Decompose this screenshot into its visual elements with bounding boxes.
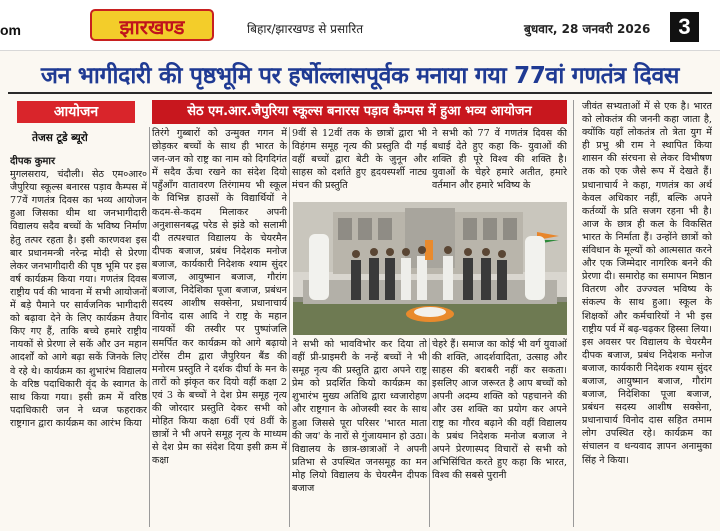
column-4-top-text: ने सभी को 77 वें गणतंत्र दिवस की बधाई देते हुए कहा कि- युवाओं की शक्ति ही पूरे विश्व की शक्ति है। युवाओं के चेहरे हमारे अतीत, हमारे वर्तमान और हमारे भविष्य के bbox=[432, 128, 567, 192]
headline-divider bbox=[8, 92, 712, 94]
event-photo-illustration bbox=[293, 202, 567, 335]
column-4-bottom-text: चेहरे हैं। समाज का कोई भी वर्ग युवाओं की शक्ति, आदर्शवादिता, उत्साह और साहस की बराबरी नहीं कर सकता। इसलिए आज जरूरत है आप बच्चों को अपनी अदम्य शक्ति को पहचानने की और उस शक्ति का प्रयोग कर अपने राष्ट्र का गौरव बढ़ाने की वहीं विद्यालय के प्रबंध निदेशक मनोज बजाज ने अपने प्रेरणास्पद विचारों से सभी को अभिसिंचित करते हुए कहा कि भारत, विश्व की सबसे पुरानी bbox=[432, 339, 567, 481]
column-3-top-text: 9वीं से 12वीं तक के छात्रों द्वारा भी विहंगम समूह नृत्य की प्रस्तुति दी गई वहीं बच्चों द्वारा बेटी के जुनून और साहस को दर्शाते हुए हृदयस्पर्शी नाट्य मंचन की प्रस्तुति bbox=[292, 128, 427, 192]
sub-headline: सेठ एम.आर.जैपुरिया स्कूल्स बनारस पड़ाव कैम्पस में हुआ भव्य आयोजन bbox=[152, 100, 567, 124]
section-tag: आयोजन bbox=[17, 101, 135, 123]
column-divider bbox=[429, 338, 430, 527]
column-divider bbox=[149, 127, 150, 527]
article-column-4-bottom bbox=[432, 338, 567, 527]
article-column-5 bbox=[582, 100, 712, 527]
newspaper-logo: झारखण्ड bbox=[90, 9, 214, 41]
masthead bbox=[0, 0, 720, 51]
site-url-fragment[interactable]: om bbox=[0, 22, 21, 38]
column-divider bbox=[573, 100, 574, 527]
event-photo bbox=[293, 202, 567, 335]
edition-line: बिहार/झारखण्ड से प्रसारित bbox=[247, 22, 364, 36]
article-column-3-bottom bbox=[292, 338, 427, 527]
column-2-text: तिरंगे गुब्बारों को उन्मुक्त गगन में छोड़कर बच्चों के साथ ही भारत के जन-जन को राष्ट्र का नाम को दिगदिगंत में सदैव ऊँचा रखने का संदेश दियो पहुँआँग वातावरण तिरंगामय भी स्कूल के विभिन्न हाउसों के विद्यार्थियों ने कदम-से-कदम मिलाकर अपनी अनुशासनबद्ध परेड से झंडे को सलामी दी तत्पश्चात विद्यालय के चेयरमैन दीपक बजाज, प्रबंध निदेशक मनोज बजाज, कार्यकारी निदेशक श्याम सुंदर बजाज, आयुष्मान बजाज, गौरांग बजाज, निदेशिका पूजा बजाज, प्रबंधन सदस्य आशीष सक्सेना, प्रधानाचार्य विनोद दास आदि ने राष्ट्र के महान नायकों की तस्वीर पर पुष्पांजलि समर्पित कर कार्यक्रम को आगे बढ़ायो टोरेंस टीम द्वारा जैपुरियन बैंड की मनोरम प्रस्तुति ने दर्शक दीर्घा के मन के तारों को झंकृत कर दियो वहीं कक्षा 2 एवं 3 के बच्चों ने देश प्रेम समूह नृत्य की जोरदार प्रस्तुति देकर सभी को मोहित किया कक्षा 6वीं एवं 8वीं के छात्रों ने भी अपने समूह नृत्य के माध्यम से देश प्रेम का संदेश दिया इसी क्रम में कक्षा bbox=[152, 128, 287, 467]
column-divider bbox=[289, 127, 290, 527]
bureau-byline: तेजस टूडे ब्यूरो bbox=[32, 132, 88, 144]
column-1-text: मुगलसराय, चंदौली। सेठ एम०आर० जैपुरिया स्कूल्स बनारस पड़ाव कैम्पस में 77वें गणतंत्र दिवस का भव्य आयोजन हुआ जिसका थीम था जनभागीदारी विद्यालय सदैव बच्चों के भविष्य निर्माण हेतु तत्पर रहता है। इसी कारणवश इस बार प्रधानमन्त्री नरेन्द्र मोदी से प्रेरणा लेकर जनभागीदारी की पृष्ठ भूमि पर इस वर्ष कार्यक्रम किया गया। गणतंत्र दिवस राष्ट्रीय पर्व की भावना में सभी आयोजनों में बड़े पैमाने पर सार्वजनिक भागीदारी को बढ़ावा देने के लिए कार्यक्रम तैयार किए गए हैं, ताकि बच्चे हमारे राष्ट्रीय नायकों से प्रेरणा ले सकें और उन महान आदर्शों को आगे बढ़ा सकें जिनके लिए वे रहे थे। कार्यक्रम का शुभारंभ विद्यालय के वरिष्ठ पदाधिकारी वृंद के स्वागत के साथ किया गया। इसी क्रम में वरिष्ठ पदाधिकारी जन ने ध्वज फहराकर राष्ट्रगान द्वारा कार्यक्रम का आरंभ किया bbox=[10, 169, 147, 429]
column-5-text: जीवंत सभ्यताओं में से एक है। भारत को लोकतंत्र की जननी कहा जाता है, क्योंकि यहाँ लोकतंत्र तो त्रेता युग में ही प्रभु श्री राम ने स्थापित किया शासन की संरचना से लेकर विभीषण तक को एक जैसे रूप में देखते हैं। प्रधानाचार्य ने कहा, गणतंत्र का अर्थ केवल अधिकार नहीं, बल्कि अपने कर्तव्यों के प्रति सजग रहना भी है। आज के छात्र ही कल के विकसित भारत के निर्माता हैं। उन्होंने छात्रों को संविधान के मूल्यों को आत्मसात करने और एक जिम्मेदार नागरिक बनने की प्रेरणा दी। समारोह का समापन मिष्ठान वितरण और उज्ज्वल भविष्य के संकल्प के साथ हुआ। स्कूल के शिक्षकों और कर्मचारियों ने भी इस राष्ट्रीय पर्व में बढ़-चढ़कर हिस्सा लिया। इस अवसर पर विद्यालय के चेयरमैन दीपक बजाज, प्रबंध निदेशक मनोज बजाज, कार्यकारी निदेशक श्याम सुंदर बजाज, आयुष्मान बजाज, गौरांग बजाज, निदेशिका पूजा बजाज, प्रबंधन सदस्य आशीष सक्सेना, प्रधानाचार्य विनोद दास सहित तमाम लोग उपस्थित रहे। कार्यक्रम का संचालन व धन्यवाद ज्ञापन अनामुका सिंह ने किया। bbox=[582, 101, 712, 466]
column-3-bottom-text: ने सभी को भावविभोर कर दिया तो वहीं प्री-प्राइमरी के नन्हें बच्चों ने भी समूह नृत्य की प्रस्तुति द्वारा अपने राष्ट्र प्रेम को प्रदर्शित कियो कार्यक्रम का शुभारंभ मुख्य अतिथि द्वारा ध्वजारोहण और राष्ट्रगान के ओजस्वी स्वर के साथ हुआ जिससे पूरा परिसर 'भारत माता की जय' के नारों से गुंजायमान हो उठा। विद्यालय के छात्र-छात्राओं ने अपनी प्रतिभा से उपस्थित जनसमूह का मन मोह लियो विद्यालय के चेयरमैन दीपक बजाज bbox=[292, 339, 427, 495]
article-column-3-top bbox=[292, 127, 427, 199]
article-column-4-top bbox=[432, 127, 567, 199]
article-column-1 bbox=[10, 155, 147, 527]
main-headline: जन भागीदारी की पृष्ठभूमि पर हर्षोल्लासपूर्वक मनाया गया 77वां गणतंत्र दिवस bbox=[40, 63, 680, 89]
author-name: दीपक कुमार bbox=[10, 156, 56, 167]
page-number: 3 bbox=[670, 12, 699, 42]
issue-date: बुधवार, 28 जनवरी 2026 bbox=[524, 22, 651, 36]
article-column-2 bbox=[152, 127, 287, 527]
